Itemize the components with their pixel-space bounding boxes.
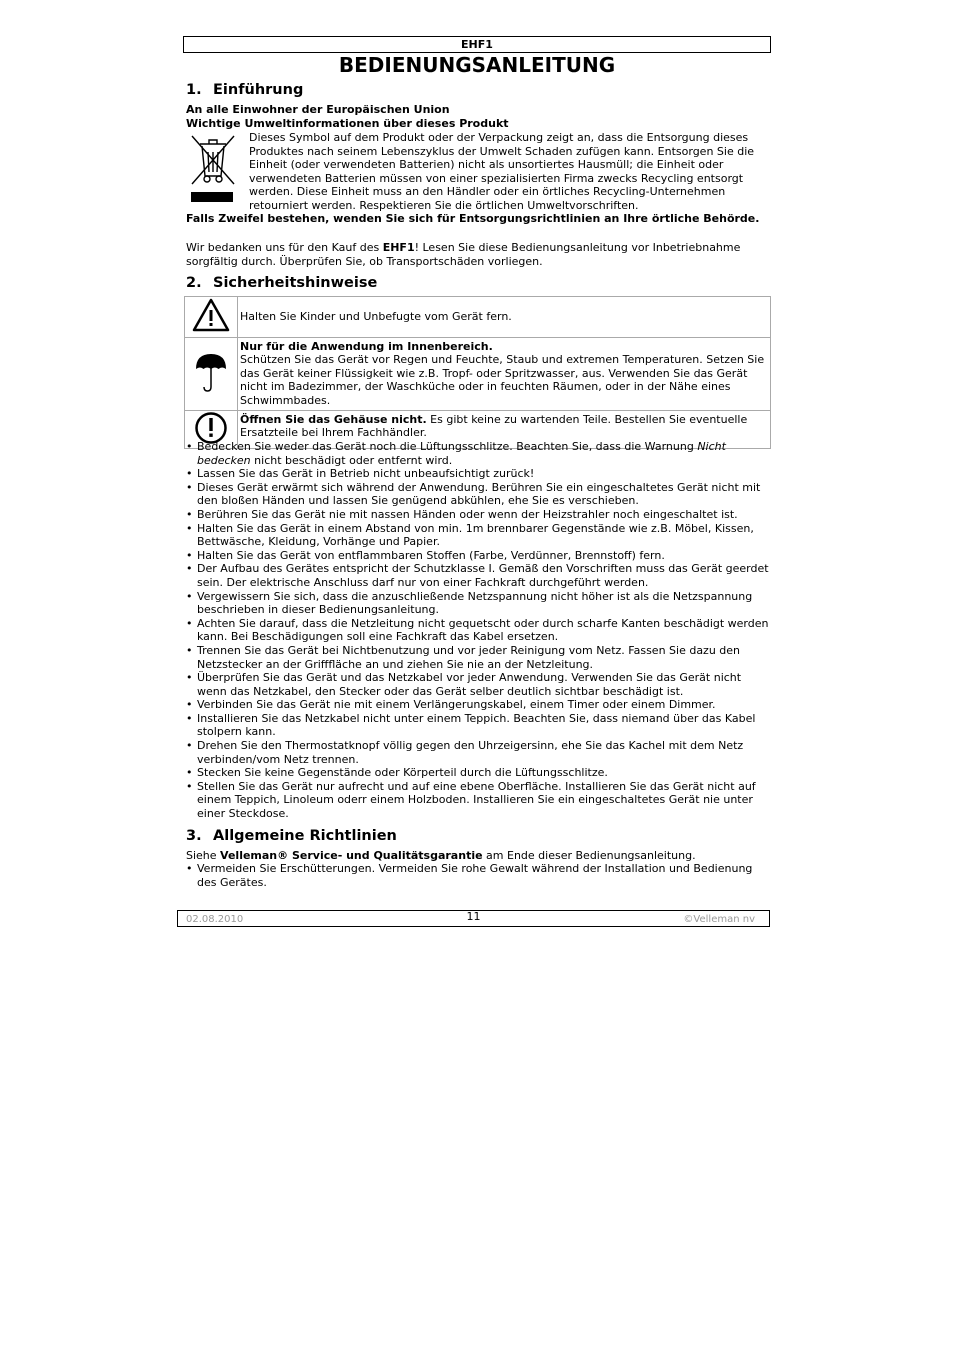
bullet-text: Bedecken Sie weder das Gerät noch die Lüftungsschlitze. Beachten Sie, dass die Warnung [197, 440, 698, 453]
env-heading: Wichtige Umweltinformationen über dieses Produkt [186, 117, 509, 130]
umbrella-icon [194, 351, 228, 393]
list-item: • Überprüfen Sie das Gerät und das Netzkabel vor jeder Anwendung. Verwenden Sie das Gerät nicht wenn das Netzkabel, den Stecker oder das Gerät selber deutlich sichtbar beschädigt ist. [186, 671, 770, 698]
document-title: BEDIENUNGSANLEITUNG [338, 53, 616, 77]
disposal-doubt-note: Falls Zweifel bestehen, wenden Sie sich für Entsorgungsrichtlinien an Ihre örtliche Behörde. [186, 212, 760, 225]
list-item: • Stellen Sie das Gerät nur aufrecht und auf eine ebene Oberfläche. Installieren Sie das Gerät nicht auf einem Teppich, Linoleum oderr einem Holzboden. Installieren Sie ein eingeschaltetes Gerät nie unter einer Steckdose. [186, 780, 770, 821]
indoor-use-heading: Nur für die Anwendung im Innenbereich. [240, 339, 493, 353]
safety-row-children [185, 297, 771, 338]
list-item: • Vermeiden Sie Erschütterungen. Vermeiden Sie rohe Gewalt während der Installation und Bedienung des Gerätes. [186, 862, 770, 889]
safety-table [184, 296, 771, 449]
section-number: 2. [186, 275, 202, 291]
warranty-text: Siehe [186, 849, 221, 862]
list-item: • Trennen Sie das Gerät bei Nichtbenutzung und vor jeder Reinigung vom Netz. Fassen Sie dazu den Netzstecker an der Grifffläche an und ziehen Sie nie an der Netzleitung. [186, 644, 770, 671]
section-3-heading [186, 827, 397, 845]
list-item: • Drehen Sie den Thermostatknopf völlig gegen den Uhrzeigersinn, ehe Sie das Kachel mit dem Netz verbinden/vom Netz trennen. [186, 739, 770, 766]
umbrella-cell [185, 337, 238, 410]
section-title: Sicherheitshinweise [213, 275, 378, 291]
list-item: • Dieses Gerät erwärmt sich während der Anwendung. Berühren Sie ein eingeschaltetes Gerät nicht mit den bloßen Händen und lassen Sie genügend abkühlen, ehe Sie es verschieben. [186, 481, 770, 508]
list-item: • Verbinden Sie das Gerät nie mit einem Verlängerungskabel, einem Timer oder einem Dimmer. [186, 698, 770, 712]
safety-bullet-list [186, 440, 770, 821]
general-bullet-list [186, 862, 770, 889]
list-item: • Halten Sie das Gerät in einem Abstand von min. 1m brennbarer Gegenstände wie z.B. Möbel, Kissen, Bettwäsche, Kleidung, Vorhänge und Papier. [186, 522, 770, 549]
list-item: • Stecken Sie keine Gegenstände oder Körperteil durch die Lüftungsschlitze. [186, 766, 770, 780]
warning-triangle-icon [191, 297, 231, 333]
warranty-bold: Velleman® Service- und Qualitätsgarantie [220, 849, 483, 862]
indoor-use-text: Schützen Sie das Gerät vor Regen und Feuchte, Staub und extremen Temperaturen. Setzen Sie das Gerät keiner Flüssigkeit wie z.B. Tropf- oder Spritzwasser, aus. Verwenden Sie das Gerät nicht im Badezimmer, der Waschküche oder in feuchten Räumen, oder in der Nähe eines Schwimmbades. [240, 353, 765, 407]
footer-date: 02.08.2010 [186, 914, 244, 925]
housing-warning-text: Es gibt keine zu wartenden Teile. Bestellen Sie eventuelle Ersatzteile bei Ihrem Fachhändler. [240, 412, 748, 440]
bullet-text-end: nicht beschädigt oder entfernt wird. [250, 453, 453, 467]
thanks-text-end: ! Lesen Sie diese Bedienungsanleitung vor Inbetriebnahme sorgfältig durch. Überprüfen Sie, ob Transportschäden vorliegen. [186, 241, 741, 268]
list-item: • Lassen Sie das Gerät in Betrieb nicht unbeaufsichtigt zurück! [186, 467, 770, 481]
section-1-heading [186, 81, 303, 99]
eu-heading: An alle Einwohner der Europäischen Union [186, 103, 450, 116]
list-item: • Vergewissern Sie sich, dass die anzuschließende Netzspannung nicht höher ist als die Netzspannung beschrieben in dieser Bedienungsanleitung. [186, 590, 770, 617]
safety-text-cell [238, 337, 771, 410]
housing-warning-bold: Öffnen Sie das Gehäuse nicht. [240, 412, 427, 426]
bullet-emphasis: Nicht bedecken [197, 440, 726, 467]
thanks-text: Wir bedanken uns für den Kauf des [186, 241, 383, 254]
section-title: Einführung [213, 82, 304, 98]
thanks-paragraph [186, 241, 770, 268]
model-header: EHF1 [183, 36, 771, 53]
list-item: • Achten Sie darauf, dass die Netzleitung nicht gequetscht oder durch scharfe Kanten beschädigt werden kann. Bei Beschädigungen soll eine Fachkraft das Kabel ersetzen. [186, 617, 770, 644]
warranty-text-end: am Ende dieser Bedienungsanleitung. [482, 849, 696, 862]
section-number: 3. [186, 828, 202, 844]
page-number: 11 [466, 910, 481, 923]
list-item [186, 440, 770, 467]
warning-cell [185, 297, 238, 338]
section-title: Allgemeine Richtlinien [213, 828, 397, 844]
crossed-bin-icon [189, 132, 237, 204]
list-item: • Berühren Sie das Gerät nie mit nassen Händen oder wenn der Heizstrahler noch eingeschaltet ist. [186, 508, 770, 522]
page-footer [177, 910, 770, 927]
footer-copyright: ©Velleman nv [683, 914, 755, 925]
safety-row-indoor [185, 337, 771, 410]
weee-notice: Dieses Symbol auf dem Produkt oder der Verpackung zeigt an, dass die Entsorgung dieses Produktes nach seinem Lebenszyklus der Umwelt Schaden zufügen kann. Entsorgen Sie die Einheit (oder verwendeten Batterien) nicht als unsortiertes Hausmüll; die Einheit oder verwendeten Batterien müssen von einer spezialisierten Firma zwecks Recycling entsorgt werden. Diese Einheit muss an den Händler oder ein örtliches Recycling-Unternehmen retourniert werden. Respektieren Sie die örtlichen Umweltvorschriften. [249, 131, 755, 212]
section-2-heading [186, 274, 377, 292]
section-number: 1. [186, 82, 202, 98]
warranty-paragraph [186, 849, 770, 863]
list-item: • Halten Sie das Gerät von entflammbaren Stoffen (Farbe, Verdünner, Brennstoff) fern. [186, 549, 770, 563]
safety-text: Halten Sie Kinder und Unbefugte vom Gerät fern. [238, 297, 771, 338]
thanks-model: EHF1 [382, 241, 415, 254]
list-item: • Der Aufbau des Gerätes entspricht der Schutzklasse I. Gemäß den Vorschriften muss das Gerät geerdet sein. Der elektrische Anschluss darf nur von einer Fachkraft durchgeführt werden. [186, 562, 770, 589]
list-item: • Installieren Sie das Netzkabel nicht unter einem Teppich. Beachten Sie, dass niemand über das Kabel stolpern kann. [186, 712, 770, 739]
